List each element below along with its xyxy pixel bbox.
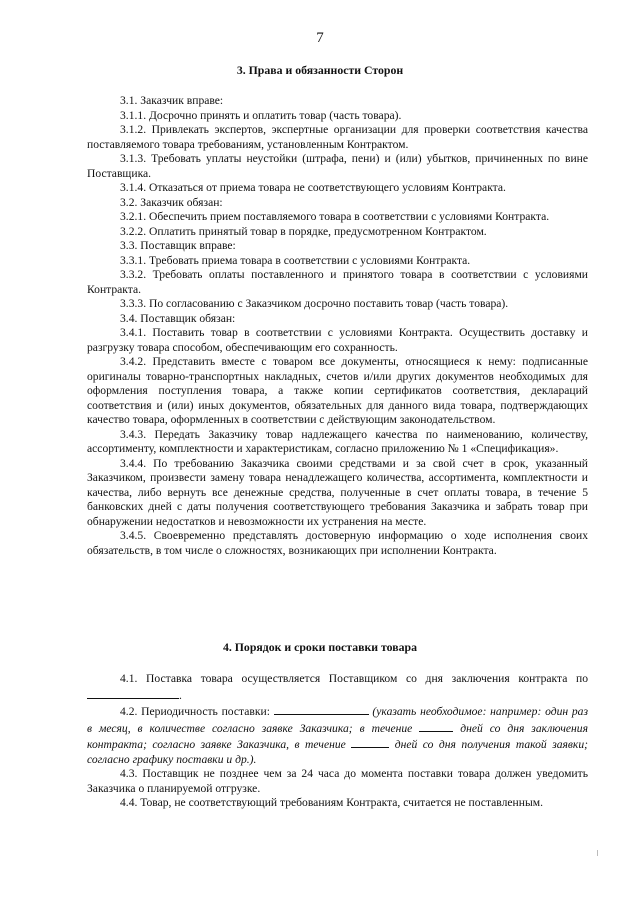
paragraph: 3.1.2. Привлекать экспертов, экспертные организации для проверки соответствия качества поставляемого товара требованиям, установленным Контрактом.: [87, 123, 588, 151]
paragraph-4-2-italic-c: дней со дня получения такой заявки; согласно графику поставки и др.).: [87, 738, 589, 766]
paragraph: 3.2.2. Оплатить принятый товар в порядке, предусмотренном Контрактом.: [120, 224, 487, 238]
section-3-body: [87, 94, 588, 558]
paragraph-4-2-italic-b: дней со дня заключения контракта; согласно заявке Заказчика, в течение: [87, 721, 588, 751]
paragraph: 3.1.3. Требовать уплаты неустойки (штрафа, пени) и (или) убытков, причиненных по вине Поставщика.: [87, 152, 588, 180]
periodicity-blank-field[interactable]: [274, 703, 369, 715]
paragraph: 3.4.3. Передать Заказчику товар надлежащего качества по наименованию, количеству, ассортименту, комплектности и характеристикам, согласно приложению № 1 «Спецификация».: [87, 427, 588, 455]
paragraph-4-2: [87, 703, 588, 767]
paragraph-4-2-lead: 4.2. Периодичность поставки:: [120, 705, 270, 718]
paragraph-4-1: [87, 672, 588, 703]
section-3-title: 3. Права и обязанности Сторон: [236, 63, 404, 77]
paragraph: 3.4.1. Поставить товар в соответствии с условиями Контракта. Осуществить доставку и разгрузку товара способом, обеспечивающим его сохранность.: [87, 326, 588, 354]
page-number: 7: [316, 30, 324, 46]
date-blank-field[interactable]: [87, 687, 179, 699]
paragraph-4-1-text: 4.1. Поставка товара осуществляется Поставщиком со дня заключения контракта по: [120, 672, 588, 685]
section-4-title: 4. Порядок и сроки поставки товара: [222, 640, 418, 654]
paragraph: 3.1. Заказчик вправе:: [120, 94, 224, 107]
paragraph: 3.3.2. Требовать оплаты поставленного и принятого товара в соответствии с условиями Контракта.: [87, 268, 588, 296]
days-after-request-blank-field[interactable]: [351, 736, 389, 748]
paragraph: 3.4. Поставщик обязан:: [120, 311, 236, 325]
paragraph-4-1-end: .: [179, 688, 182, 702]
paragraph: 3.3. Поставщик вправе:: [120, 239, 236, 252]
paragraph: 3.3.1. Требовать приема товара в соответствии с условиями Контракта.: [120, 253, 471, 267]
paragraph: 3.4.2. Представить вместе с товаром все документы, относящиеся к нему: подписанные оригиналы товарно-транспортных накладных, счетов и/или других документов необходимых для оформления поступления товара, а также копии сертификатов соответствия, деклараций соответствия и (или) иных документов, обязательных для данного вида товара, подтверждающих качество товара, оформленных в соответствии с действующим законодательством.: [87, 355, 588, 426]
days-blank-field[interactable]: [419, 720, 453, 732]
scan-mark: [597, 850, 598, 856]
paragraph-4-3: 4.3. Поставщик не позднее чем за 24 часа до момента поставки товара должен уведомить Заказчика о планируемой отгрузке.: [87, 767, 588, 795]
paragraph: 3.1.4. Отказаться от приема товара не соответствующего условиям Контракта.: [120, 181, 506, 194]
paragraph: 3.4.5. Своевременно представлять достоверную информацию о ходе исполнения своих обязательств, в том числе о сложностях, возникающих при исполнении Контракта.: [87, 529, 588, 557]
paragraph: 3.2.1. Обеспечить прием поставляемого товара в соответствии с условиями Контракта.: [120, 210, 550, 223]
section-4-body: [87, 672, 588, 811]
paragraph: 3.3.3. По согласованию с Заказчиком досрочно поставить товар (часть товара).: [120, 297, 509, 310]
paragraph: 3.2. Заказчик обязан:: [120, 195, 223, 209]
paragraph: 3.1.1. Досрочно принять и оплатить товар (часть товара).: [120, 108, 402, 122]
paragraph: 3.4.4. По требованию Заказчика своими средствами и за свой счет в срок, указанный Заказчиком, произвести замену товара ненадлежащего количества, ассортимента, комплектности и качества, либо вернуть все денежные средства, полученные в счет оплаты товара, в течение 5 банковских дней с даты получения соответствующего требования Заказчика и забрать товар при обнаружении недостатков и невозможности их устранения на месте.: [87, 456, 588, 528]
paragraph-4-2-italic-a: (указать необходимое: например: один раз в месяц, в количестве согласно заявке Заказчика; в течение: [87, 705, 588, 735]
paragraph-4-4: 4.4. Товар, не соответствующий требованиям Контракта, считается не поставленным.: [120, 796, 543, 809]
